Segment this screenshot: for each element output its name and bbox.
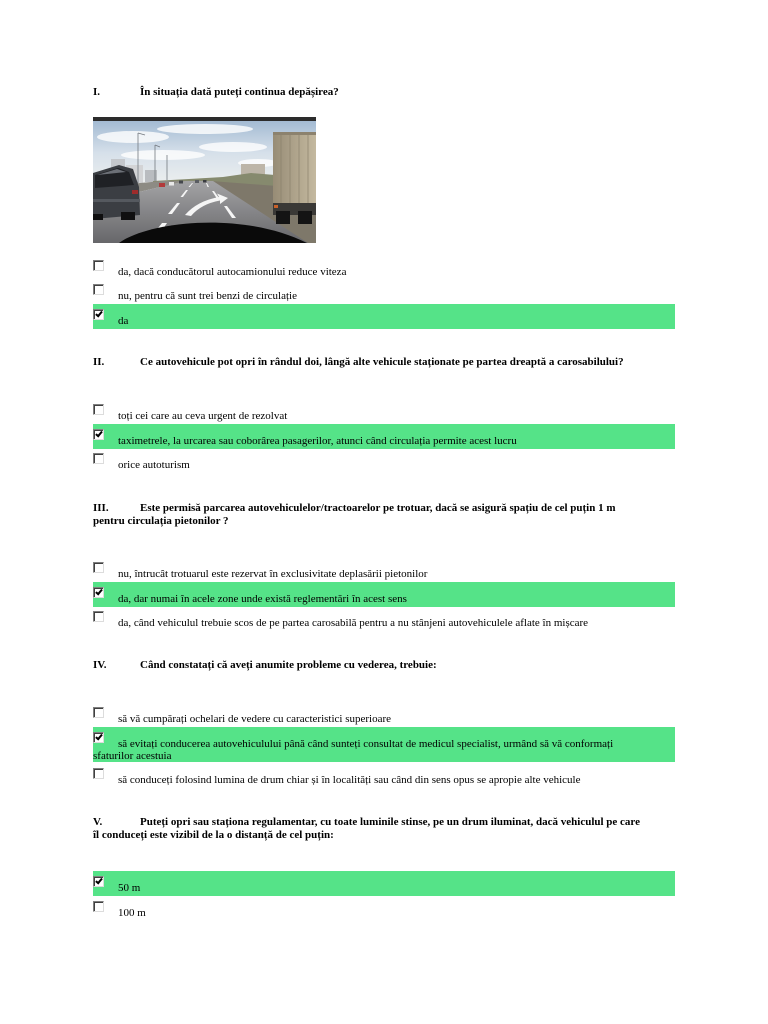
answer-text: să evitați conducerea autovehiculului până când sunteți consultat de medicul specialist, urmând să vă conformați	[118, 738, 614, 750]
answer-text: da, dar numai în acele zone unde există reglementări în acest sens	[118, 593, 407, 605]
question-2-option-3[interactable]	[93, 448, 675, 473]
question-number: V.	[93, 816, 103, 828]
answer-checkbox[interactable]	[93, 707, 104, 718]
answer-checkbox[interactable]	[93, 404, 104, 415]
answer-text: 50 m	[118, 882, 141, 894]
answer-text: să vă cumpărați ochelari de vedere cu caracteristici superioare	[118, 713, 392, 725]
question-number: I.	[93, 86, 101, 98]
question-text-continued: îl conduceți este vizibil de la o distanță de cel puțin:	[93, 829, 334, 841]
left-car	[93, 165, 140, 220]
answer-text: 100 m	[118, 907, 146, 919]
answer-checkbox[interactable]	[93, 732, 104, 743]
question-3-option-2[interactable]	[93, 582, 675, 607]
checkmark-icon	[95, 877, 103, 885]
question-5-heading	[93, 816, 640, 842]
question-text: Puteți opri sau staționa regulamentar, cu toate luminile stinse, pe un drum iluminat, dacă vehiculul pe care	[140, 816, 641, 828]
question-5-option-1[interactable]	[93, 871, 675, 896]
checkmark-icon	[95, 588, 103, 596]
question-2-option-2[interactable]	[93, 424, 675, 449]
answer-text: să conduceți folosind lumina de drum chiar și în localități sau când din sens opus se apropie alte vehicule	[118, 774, 581, 786]
question-text: Ce autovehicule pot opri în rândul doi, lângă alte vehicule staționate pe partea dreaptă a carosabilului?	[140, 356, 624, 368]
question-1-heading	[93, 86, 339, 99]
answer-text: orice autoturism	[118, 459, 190, 471]
question-1-option-2[interactable]	[93, 279, 675, 304]
answer-checkbox[interactable]	[93, 453, 104, 464]
answer-text-continued: sfaturilor acestuia	[93, 750, 172, 762]
question-text-continued: pentru circulația pietonilor ?	[93, 515, 229, 527]
checkmark-icon	[95, 430, 103, 438]
answer-text: taximetrele, la urcarea sau coborârea pasagerilor, atunci când circulația permite acest lucru	[118, 435, 517, 447]
answer-text: toți cei care au ceva urgent de rezolvat	[118, 410, 288, 422]
windshield-frame	[93, 117, 316, 121]
answer-checkbox[interactable]	[93, 562, 104, 573]
truck	[273, 132, 316, 224]
answer-text: nu, întrucât trotuarul este rezervat în exclusivitate deplasării pietonilor	[118, 568, 428, 580]
question-text: Când constatați că aveți anumite probleme cu vederea, trebuie:	[140, 659, 437, 671]
question-1-option-3[interactable]	[93, 304, 675, 329]
answer-checkbox[interactable]	[93, 309, 104, 320]
answer-checkbox[interactable]	[93, 876, 104, 887]
question-5-option-2[interactable]	[93, 896, 675, 921]
answer-text: da	[118, 315, 129, 327]
answer-checkbox[interactable]	[93, 587, 104, 598]
question-4-heading	[93, 659, 437, 672]
question-4-option-2[interactable]	[93, 727, 675, 762]
question-3-heading	[93, 502, 616, 528]
question-3-option-3[interactable]	[93, 606, 675, 631]
checkmark-icon	[95, 310, 103, 318]
question-4-option-3[interactable]	[93, 763, 675, 788]
question-3-option-1[interactable]	[93, 557, 675, 582]
answer-text: nu, pentru că sunt trei benzi de circulație	[118, 290, 297, 302]
question-text: În situația dată puteți continua depășirea?	[140, 86, 339, 98]
answer-checkbox[interactable]	[93, 768, 104, 779]
question-4-option-1[interactable]	[93, 702, 675, 727]
answer-text: da, când vehiculul trebuie scos de pe partea carosabilă pentru a nu stânjeni autovehiculele aflate în mișcare	[118, 617, 589, 629]
road-scene-photo	[93, 117, 316, 243]
answer-checkbox[interactable]	[93, 429, 104, 440]
question-number: IV.	[93, 659, 107, 671]
question-text: Este permisă parcarea autovehiculelor/tractoarelor pe trotuar, dacă se asigură spațiu de cel puțin 1 m	[140, 502, 616, 514]
question-1-option-1[interactable]	[93, 255, 675, 280]
question-number: II.	[93, 356, 105, 368]
answer-checkbox[interactable]	[93, 284, 104, 295]
answer-text: da, dacă conducătorul autocamionului reduce viteza	[118, 266, 347, 278]
answer-checkbox[interactable]	[93, 901, 104, 912]
question-2-option-1[interactable]	[93, 399, 675, 424]
answer-checkbox[interactable]	[93, 260, 104, 271]
answer-checkbox[interactable]	[93, 611, 104, 622]
question-2-heading	[93, 356, 624, 369]
checkmark-icon	[95, 733, 103, 741]
question-number: III.	[93, 502, 109, 514]
